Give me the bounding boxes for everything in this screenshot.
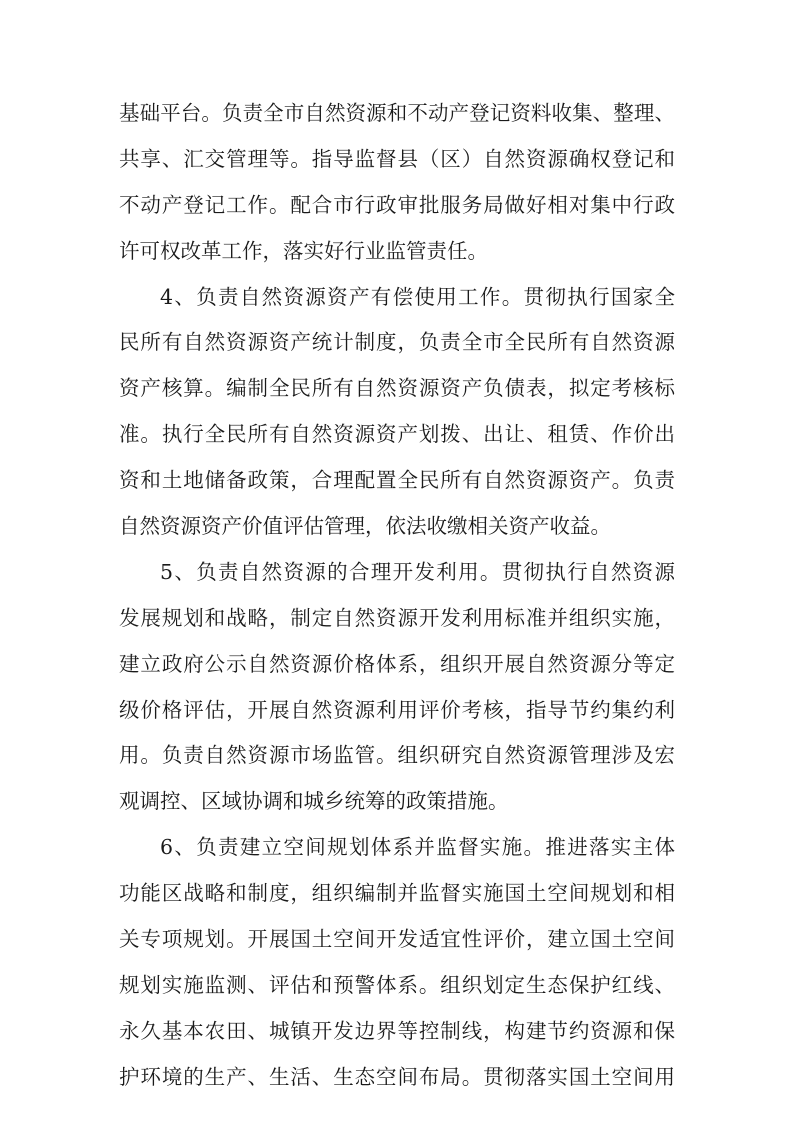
text-line: 资产核算。编制全民所有自然资源资产负债表，拟定考核标	[119, 376, 675, 401]
text-line: 许可权改革工作，落实好行业监管责任。	[119, 238, 488, 263]
text-line: 发展规划和战略，制定自然资源开发利用标准并组织实施，	[119, 605, 675, 630]
text-line: 护环境的生产、生活、生态空间布局。贯彻落实国土空间用	[119, 1064, 675, 1089]
text-line: 永久基本农田、城镇开发边界等控制线，构建节约资源和保	[119, 1018, 675, 1043]
text-line: 共享、汇交管理等。指导监督县（区）自然资源确权登记和	[119, 146, 675, 171]
text-line: 规划实施监测、评估和预警体系。组织划定生态保护红线、	[119, 972, 675, 997]
text-line: 5、负责自然资源的合理开发利用。贯彻执行自然资源	[160, 559, 675, 584]
text-line: 级价格评估，开展自然资源利用评价考核，指导节约集约利	[119, 697, 675, 722]
text-line: 关专项规划。开展国土空间开发适宜性评价，建立国土空间	[119, 927, 675, 952]
document-body	[119, 91, 675, 1101]
text-line: 6、负责建立空间规划体系并监督实施。推进落实主体	[160, 835, 675, 860]
text-line: 4、负责自然资源资产有偿使用工作。贯彻执行国家全	[160, 284, 675, 309]
text-line: 准。执行全民所有自然资源资产划拨、出让、租赁、作价出	[119, 422, 675, 447]
text-line: 功能区战略和制度，组织编制并监督实施国土空间规划和相	[119, 881, 675, 906]
text-line: 不动产登记工作。配合市行政审批服务局做好相对集中行政	[119, 192, 675, 217]
text-line: 观调控、区域协调和城乡统筹的政策措施。	[119, 789, 509, 814]
text-line: 资和土地储备政策，合理配置全民所有自然资源资产。负责	[119, 468, 675, 493]
text-line: 民所有自然资源资产统计制度，负责全市全民所有自然资源	[119, 330, 675, 355]
text-line: 自然资源资产价值评估管理，依法收缴相关资产收益。	[119, 514, 611, 539]
text-line: 用。负责自然资源市场监管。组织研究自然资源管理涉及宏	[119, 743, 675, 768]
text-line: 基础平台。负责全市自然资源和不动产登记资料收集、整理、	[119, 101, 675, 125]
text-line: 建立政府公示自然资源价格体系，组织开展自然资源分等定	[119, 651, 675, 676]
